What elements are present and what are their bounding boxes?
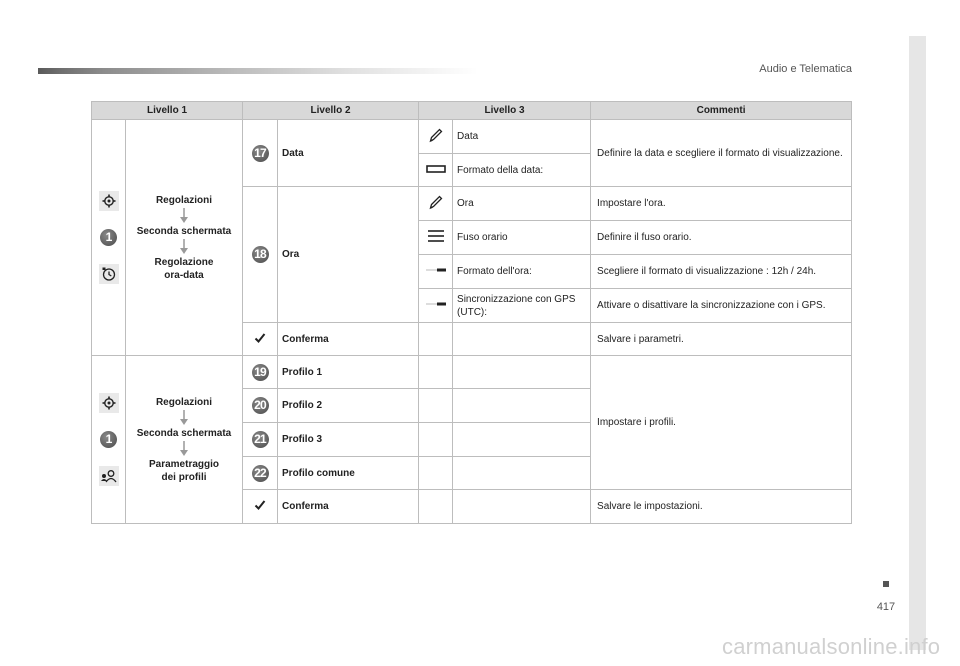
level1-path-step: Regolazioni (155, 194, 213, 206)
pencil-icon (427, 126, 445, 144)
level1-path-cell (126, 120, 243, 356)
checkmark-icon (254, 499, 266, 511)
comment-cell: Impostare i profili. (591, 356, 852, 490)
level2-label: Profilo 3 (278, 423, 419, 457)
checkmark-icon (254, 332, 266, 344)
level3-label: Fuso orario (453, 221, 591, 255)
level3-label: Formato della data: (453, 154, 591, 187)
step-badge: 1 (100, 431, 117, 448)
level1-icons-cell (92, 120, 126, 356)
level3-icon-cell (419, 221, 453, 255)
settings-gear-icon (99, 393, 119, 413)
comment-cell: Scegliere il formato di visualizzazione : 12h / 24h. (591, 255, 852, 289)
level2-label: Profilo 1 (278, 356, 419, 389)
table-row (92, 356, 852, 389)
settings-table (91, 101, 852, 524)
step-badge: 21 (252, 431, 269, 448)
empty-cell (419, 389, 453, 423)
bar-icon (426, 163, 446, 175)
settings-gear-icon (99, 191, 119, 211)
level1-icons-cell (92, 356, 126, 524)
toggle-icon (425, 265, 447, 275)
step-badge: 17 (252, 145, 269, 162)
level3-icon-cell (419, 120, 453, 154)
step-badge: 20 (252, 397, 269, 414)
level3-icon-cell (419, 255, 453, 289)
empty-cell (419, 490, 453, 524)
page-marker (883, 581, 889, 587)
badge-cell (243, 423, 278, 457)
page-number: 417 (876, 601, 896, 613)
arrow-down-icon (179, 239, 189, 255)
level2-label: Profilo comune (278, 457, 419, 490)
empty-cell (453, 457, 591, 490)
toggle-icon (425, 299, 447, 309)
level1-path-step: Seconda schermata (136, 427, 232, 439)
header-comments: Commenti (591, 102, 852, 120)
level1-path-step: Regolazione ora-data (154, 256, 214, 281)
comment-cell: Salvare le impostazioni. (591, 490, 852, 524)
level1-path-step: Parametraggio dei profili (148, 458, 220, 483)
header-level3: Livello 3 (419, 102, 591, 120)
step-badge: 1 (100, 229, 117, 246)
empty-cell (453, 389, 591, 423)
arrow-down-icon (179, 410, 189, 426)
check-cell (243, 490, 278, 524)
empty-cell (453, 490, 591, 524)
header-level1: Livello 1 (92, 102, 243, 120)
comment-cell: Attivare o disattivare la sincronizzazione con i GPS. (591, 289, 852, 323)
arrow-down-icon (179, 208, 189, 224)
level2-label: Ora (278, 187, 419, 323)
step-badge: 19 (252, 364, 269, 381)
badge-cell (243, 389, 278, 423)
empty-cell (419, 356, 453, 389)
profiles-icon (99, 466, 119, 486)
step-badge: 22 (252, 465, 269, 482)
level3-label: Data (453, 120, 591, 154)
watermark: carmanualsonline.info (722, 634, 941, 659)
empty-cell (419, 323, 453, 356)
header-bar (38, 68, 478, 74)
comment-cell: Salvare i parametri. (591, 323, 852, 356)
clock-icon (99, 264, 119, 284)
table-row (92, 120, 852, 154)
comment-cell: Impostare l'ora. (591, 187, 852, 221)
level2-label: Data (278, 120, 419, 187)
badge-cell (243, 356, 278, 389)
level3-label: Sincronizzazione con GPS (UTC): (453, 289, 591, 323)
level3-label: Formato dell'ora: (453, 255, 591, 289)
level1-path-step: Seconda schermata (136, 225, 232, 237)
table-header-row (92, 102, 852, 120)
level3-icon-cell (419, 154, 453, 187)
empty-cell (453, 323, 591, 356)
level2-label: Conferma (278, 490, 419, 524)
level3-icon-cell (419, 187, 453, 221)
comment-cell: Definire la data e scegliere il formato di visualizzazione. (591, 120, 852, 187)
arrow-down-icon (179, 441, 189, 457)
pencil-icon (427, 193, 445, 211)
empty-cell (453, 423, 591, 457)
empty-cell (419, 457, 453, 490)
section-title: Audio e Telematica (759, 63, 852, 75)
badge-cell (243, 457, 278, 490)
badge-cell (243, 120, 278, 187)
level3-icon-cell (419, 289, 453, 323)
level3-label: Ora (453, 187, 591, 221)
badge-cell (243, 187, 278, 323)
level1-path-cell (126, 356, 243, 524)
level2-label: Profilo 2 (278, 389, 419, 423)
level1-path-step: Regolazioni (155, 396, 213, 408)
header-level2: Livello 2 (243, 102, 419, 120)
empty-cell (453, 356, 591, 389)
comment-cell: Definire il fuso orario. (591, 221, 852, 255)
level2-label: Conferma (278, 323, 419, 356)
side-strip (909, 36, 926, 650)
empty-cell (419, 423, 453, 457)
list-icon (426, 228, 446, 244)
check-cell (243, 323, 278, 356)
step-badge: 18 (252, 246, 269, 263)
